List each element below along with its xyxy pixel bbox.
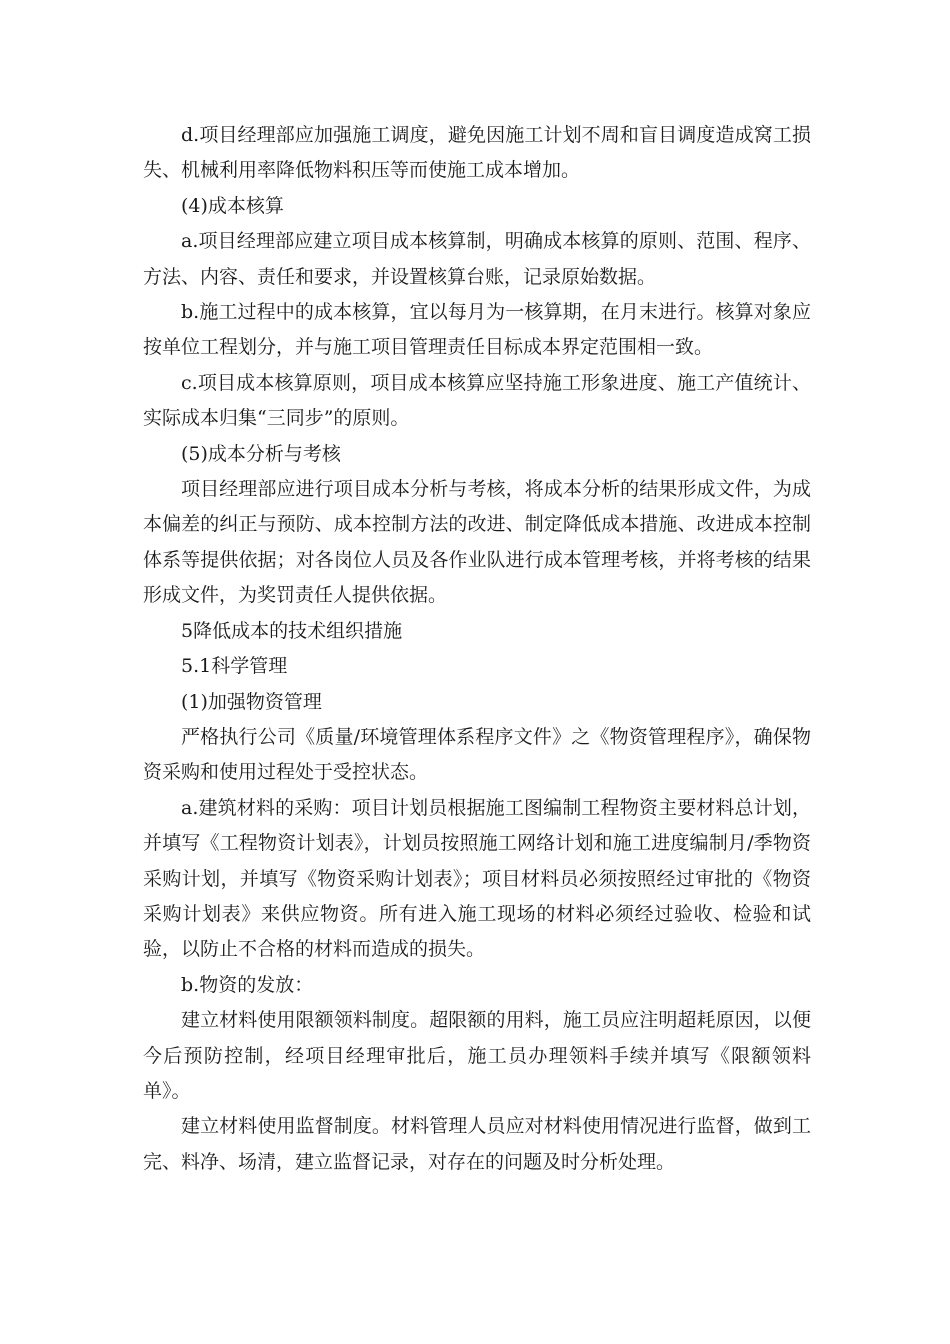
heading-material-issuing: b.物资的发放： — [181, 973, 314, 996]
document-body — [143, 118, 811, 1180]
heading-scientific-management: 5.1科学管理 — [181, 655, 288, 678]
paragraph-supervision-system: 建立材料使用监督制度。材料管理人员应对材料使用情况进行监督，做到工完、料净、场清，建立监督记录，对存在的问题及时分析处理。 — [143, 1115, 811, 1173]
paragraph-accounting-period: b.施工过程中的成本核算，宜以每月为一核算期，在月末进行。核算对象应按单位工程划分，并与施工项目管理责任目标成本界定范围相一致。 — [143, 301, 811, 359]
heading-cost-accounting: (4)成本核算 — [181, 194, 284, 217]
paragraph-quota-system: 建立材料使用限额领料制度。超限额的用料，施工员应注明超耗原因，以便今后预防控制，经项目经理审批后，施工员办理领料手续并填写《限额领料单》。 — [143, 1009, 811, 1102]
heading-material-management: (1)加强物资管理 — [181, 690, 322, 713]
paragraph-accounting-principle: c.项目成本核算原则，项目成本核算应坚持施工形象进度、施工产值统计、实际成本归集“三同步”的原则。 — [143, 371, 811, 430]
heading-cost-analysis: (5)成本分析与考核 — [181, 442, 341, 465]
paragraph-cost-analysis: 项目经理部应进行项目成本分析与考核，将成本分析的结果形成文件，为成本偏差的纠正与预防、成本控制方法的改进、制定降低成本措施、改进成本控制体系等提供依据；对各岗位人员及各作业队进行成本管理考核，并将考核的结果形成文件，为奖罚责任人提供依据。 — [143, 478, 811, 607]
paragraph-accounting-system: a.项目经理部应建立项目成本核算制，明确成本核算的原则、范围、程序、方法、内容、责任和要求，并设置核算台账，记录原始数据。 — [143, 230, 811, 288]
paragraph-material-procurement: a.建筑材料的采购：项目计划员根据施工图编制工程物资主要材料总计划，并填写《工程物资计划表》，计划员按照施工网络计划和施工进度编制月/季物资采购计划，并填写《物资采购计划表》；项目材料员必须按照经过审批的《物资采购计划表》来供应物资。所有进入施工现场的材料必须经过验收、检验和试验，以防止不合格的材料而造成的损失。 — [143, 796, 811, 961]
paragraph-material-procedure: 严格执行公司《质量/环境管理体系程序文件》之《物资管理程序》，确保物资采购和使用过程处于受控状态。 — [143, 725, 811, 784]
heading-cost-reduction: 5降低成本的技术组织措施 — [181, 619, 403, 642]
paragraph-dispatch: d.项目经理部应加强施工调度，避免因施工计划不周和盲目调度造成窝工损失、机械利用率降低物料积压等而使施工成本增加。 — [143, 124, 811, 182]
